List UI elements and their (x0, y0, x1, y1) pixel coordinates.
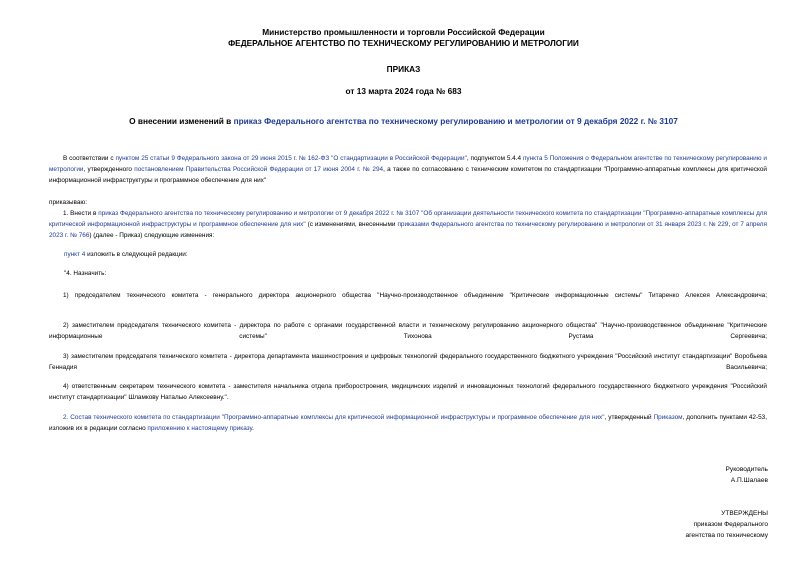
preamble-text-3: , утвержденного (83, 166, 135, 173)
signature-name: А.П.Шалаев (730, 477, 768, 484)
sub-item-4: 4) ответственным секретарем технического комитета - заместителя начальника отдела приборостроения, медицинских изделий и инновационных технологий федерального государственного бюджетного учреждения "Российский институт стандартизации" Шламкову Наталью Алексеевну.". (49, 383, 767, 401)
item-1-text-1: 1. Внести в (63, 210, 99, 217)
sub-item-2: 2) заместителем председателя технического комитета - директора по работе с органами государственной власти и техническому регулированию акционерного общества" "Научно-производственное объединение "Критические информационные системы" Тихонова Рустама Сергеевича; (49, 322, 767, 340)
doc-type-heading: ПРИКАЗ (386, 64, 421, 74)
agency-heading: ФЕДЕРАЛЬНОЕ АГЕНТСТВО ПО ТЕХНИЧЕСКОМУ РЕГУЛИРОВАНИЮ И МЕТРОЛОГИИ (228, 38, 579, 48)
ministry-heading: Министерство промышленности и торговли Российской Федерации (262, 27, 545, 37)
appoint-line: "4. Назначить: (64, 270, 107, 277)
approval-line-3: агентства по техническому (685, 532, 768, 539)
item-2-text-2: , дополнить пунктами 42-53, изложив их в редакции согласно (49, 414, 767, 432)
approval-line-1: УТВЕРЖДЕНЫ (721, 510, 768, 517)
item-1-text-4: ) (далее - Приказ) следующие изменения: (89, 232, 215, 239)
preamble-text-4: , а также по согласованию с техническим комитетом по стандартизации "Программно-аппаратные комплексы для критической информационной инфраструктуры и программное обеспечение для них" (49, 166, 767, 184)
signature-position: Руководитель (725, 466, 768, 473)
item-2-order-link[interactable]: Приказом (653, 414, 683, 421)
point-4-link[interactable]: пункт 4 (64, 251, 86, 258)
item-2-paragraph (49, 412, 767, 434)
title-prefix: О внесении изменений в (129, 116, 234, 126)
item-1-april-order-link[interactable]: от 7 апреля 2023 г. № 766 (49, 221, 767, 239)
item-2-text-1: , утвержденный (604, 414, 654, 421)
preamble-paragraph (49, 153, 767, 186)
sub-item-3: 3) заместителем председателя технического комитета - директора департамента машиностроения и цифровых технологий федерального государственного бюджетного учреждения "Российский институт стандартизации" Воробьева Геннадия Васильевича; (49, 353, 767, 371)
sub-item-1: 1) председателем технического комитета - генерального директора акционерного общества "Научно-производственное объединение "Критические информационные системы" Титаренко Алексея Александровича; (63, 292, 767, 299)
point-4-text: изложить в следующей редакции: (85, 251, 188, 258)
item-1-text-2: (с изменениями, внесенными (305, 221, 398, 228)
point-4-line (64, 249, 188, 260)
preamble-resolution-link[interactable]: постановлением Правительства Российской Федерации от 17 июня 2004 г. № 294 (134, 166, 384, 173)
preamble-text-1: В соответствии с (63, 155, 116, 162)
item-1-text-3: , (728, 221, 733, 228)
doc-title (0, 116, 807, 126)
item-1-amendments-link[interactable]: приказами Федерального агентства по техническому регулированию и метрологии от 31 января 2023 г. № 229 (397, 221, 729, 228)
preamble-regulation-link[interactable]: пункта 5 Положения о Федеральном агентстве по техническому регулированию и метрологии (49, 155, 768, 173)
title-order-link[interactable]: приказ Федерального агентства по техническому регулированию и метрологии от 9 декабря 2022 г. № 3107 (233, 116, 678, 126)
item-1-order-link[interactable]: приказ Федерального агентства по техническому регулированию и метрологии от 9 декабря 2022 г. № 3107 "Об организации деятельности технического комитета по стандартизации "Программно-аппаратные комплексы для критической информационной инфраструктуры и программное обеспечение для них" (49, 210, 767, 228)
approval-line-2: приказом Федерального (693, 521, 768, 528)
orders-line: приказываю: (49, 199, 87, 206)
preamble-text-2: , подпунктом 5.4.4 (466, 155, 523, 162)
item-2-composition-link[interactable]: 2. Состав технического комитета по стандартизации "Программно-аппаратные комплексы для критической информационной инфраструктуры и программное обеспечение для них" (63, 414, 605, 421)
item-2-appendix-link[interactable]: приложению к настоящему приказу (147, 425, 253, 432)
item-2-text-3: . (252, 425, 254, 432)
item-1-paragraph (49, 208, 767, 241)
preamble-law-link[interactable]: пунктом 25 статьи 9 Федерального закона от 29 июня 2015 г. № 162-ФЗ "О стандартизации в Российской Федерации" (115, 155, 467, 162)
doc-date-number: от 13 марта 2024 года № 683 (345, 86, 462, 96)
